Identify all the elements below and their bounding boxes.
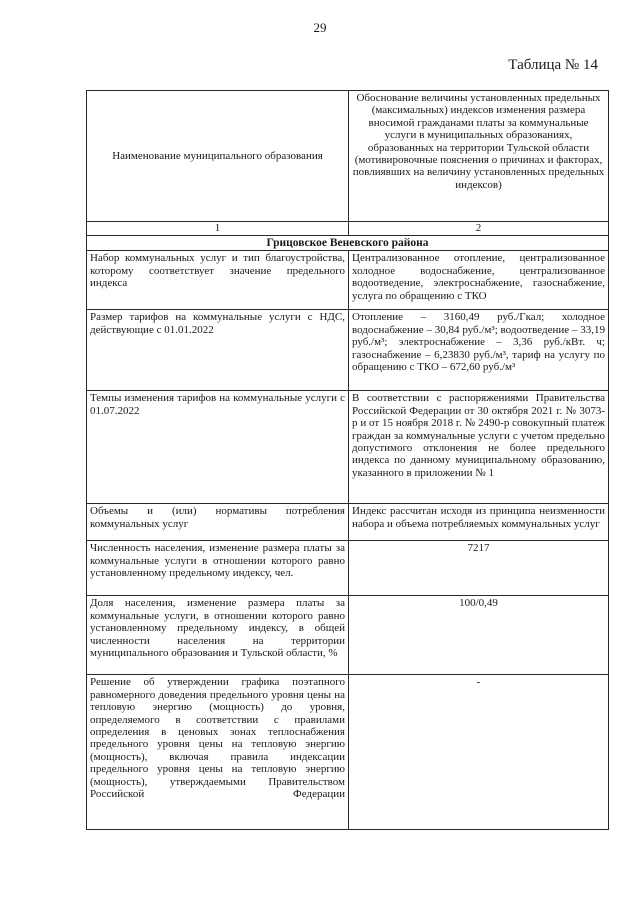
table-row — [87, 675, 609, 830]
column-number-row — [87, 222, 609, 236]
row-label: Объемы и (или) нормативы потребления коммунальных услуг — [87, 504, 349, 541]
row-value: Отопление – 3160,49 руб./Гкал; холодное водоснабжение – 30,84 руб./м³; водоотведение – 33,19 руб./м³; электроснабжение – 3,36 руб./кВт. ч; газоснабжение – 6,23830 руб./м³, тариф на услугу по обращению с ТКО – 672,60 руб./м³ — [349, 310, 609, 391]
table-caption: Таблица № 14 — [508, 57, 598, 73]
column-number-2: 2 — [349, 222, 609, 236]
table-header-row — [87, 91, 609, 222]
table-row — [87, 596, 609, 675]
row-label: Численность населения, изменение размера платы за коммунальные услуги в отношении которого равно установленному предельному индексу, чел. — [87, 541, 349, 596]
header-justification: Обоснование величины установленных предельных (максимальных) индексов изменения размера вносимой гражданами платы за коммунальные услуги в муниципальных образованиях, образованных на территории Тульской области (мотивировочные пояснения о причинах и факторах, повлиявших на величину установленных предельных индексов) — [349, 91, 609, 222]
row-label: Решение об утверждении графика поэтапного равномерного доведения предельного уровня цены на тепловую энергию (мощность) до уровня, определяемого в соответствии с правилами определения в ценовых зонах теплоснабжения предельного уровня цены на тепловую энергию (мощность), включая правила индексации предельного уровня цены на тепловую энергию (мощность), утверждаемыми Правительством Российской Федерации — [87, 675, 349, 830]
row-value: 100/0,49 — [349, 596, 609, 675]
row-value: 7217 — [349, 541, 609, 596]
row-label: Доля населения, изменение размера платы за коммунальные услуги, в отношении которого равно установленному предельному индексу, в общей численности населения на территории муниципального образования и Тульской области, % — [87, 596, 349, 675]
row-label: Размер тарифов на коммунальные услуги с НДС, действующие с 01.01.2022 — [87, 310, 349, 391]
row-value: Централизованное отопление, централизованное холодное водоснабжение, централизованное водоотведение, электроснабжение, газоснабжение, услуга по обращению с ТКО — [349, 251, 609, 310]
table-row — [87, 251, 609, 310]
row-value: - — [349, 675, 609, 830]
section-row — [87, 236, 609, 251]
section-title: Грицовское Веневского района — [87, 236, 609, 251]
header-municipality: Наименование муниципального образования — [87, 91, 349, 222]
table-row — [87, 541, 609, 596]
tariff-justification-table — [86, 90, 609, 830]
row-value: В соответствии с распоряжениями Правительства Российской Федерации от 30 октября 2021 г. № 3073-р и от 15 ноября 2018 г. № 2490-р совокупный платеж граждан за коммунальные услуги с учетом предельно допустимого отклонения не более предельного индекса по данному муниципальному образованию, указанного в приложении № 1 — [349, 391, 609, 504]
row-label: Темпы изменения тарифов на коммунальные услуги с 01.07.2022 — [87, 391, 349, 504]
table-row — [87, 310, 609, 391]
column-number-1: 1 — [87, 222, 349, 236]
table-row — [87, 391, 609, 504]
table-row — [87, 504, 609, 541]
page-number: 29 — [313, 20, 327, 35]
row-label: Набор коммунальных услуг и тип благоустройства, которому соответствует значение предельного индекса — [87, 251, 349, 310]
row-value: Индекс рассчитан исходя из принципа неизменности набора и объема потребляемых коммунальных услуг — [349, 504, 609, 541]
